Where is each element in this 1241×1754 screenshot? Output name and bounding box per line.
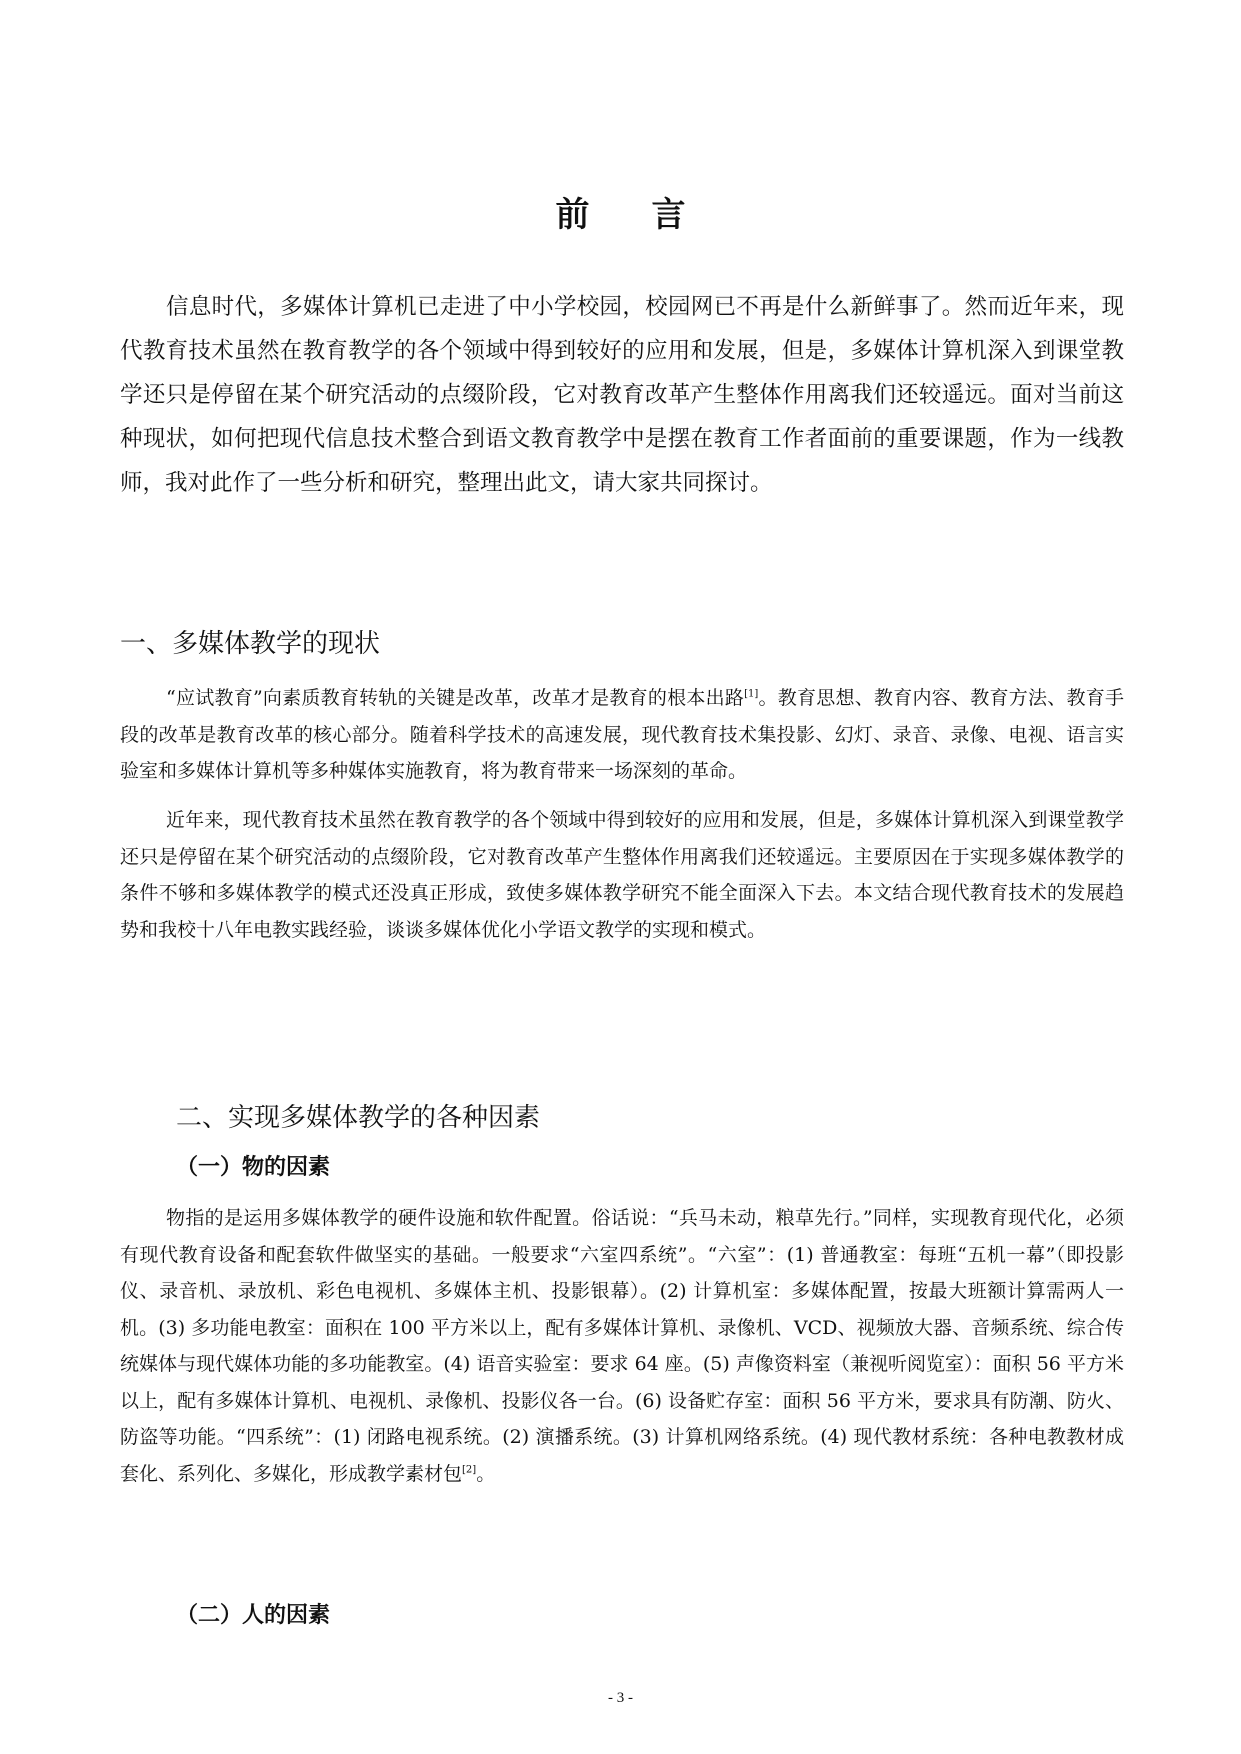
citation-ref: [2] <box>462 1464 477 1476</box>
page-title: 前言 <box>555 195 748 235</box>
subsection-heading-2: （二）人的因素 <box>176 1603 331 1628</box>
subsection-heading-1: （一）物的因素 <box>176 1155 331 1180</box>
section-heading-1: 一、多媒体教学的现状 <box>120 629 381 659</box>
citation-ref: [1] <box>744 688 759 700</box>
section1-paragraph-2: 近年来，现代教育技术虽然在教育教学的各个领域中得到较好的应用和发展，但是，多媒体计算机深入到课堂教学还只是停留在某个研究活动的点缀阶段，它对教育改革产生整体作用离我们还较遥远。主要原因在于实现多媒体教学的条件不够和多媒体教学的模式还没真正形成，致使多媒体教学研究不能全面深入下去。本文结合现代教育技术的发展趋势和我校十八年电教实践经验，谈谈多媒体优化小学语文教学的实现和模式。 <box>120 809 1124 941</box>
paragraph-text: 。 <box>476 1462 496 1485</box>
preface-paragraph: 信息时代，多媒体计算机已走进了中小学校园，校园网已不再是什么新鲜事了。然而近年来，现代教育技术虽然在教育教学的各个领域中得到较好的应用和发展，但是，多媒体计算机深入到课堂教学还只是停留在某个研究活动的点缀阶段，它对教育改革产生整体作用离我们还较遥远。面对当前这种现状，如何把现代信息技术整合到语文教育教学中是摆在教育工作者面前的重要课题，作为一线教师，我对此作了一些分析和研究，整理出此文，请大家共同探讨。 <box>120 294 1124 496</box>
section1-paragraph-1 <box>120 680 1124 790</box>
section-heading-2: 二、实现多媒体教学的各种因素 <box>176 1103 541 1133</box>
page-number: - 3 - <box>608 1690 633 1706</box>
subsection1-paragraph <box>120 1200 1124 1492</box>
paragraph-text: 物指的是运用多媒体教学的硬件设施和软件配置。俗话说：“兵马未动，粮草先行。”同样，实现教育现代化，必须有现代教育设备和配套软件做坚实的基础。一般要求“六室四系统”。“六室”：(1) 普通教室：每班“五机一幕”（即投影仪、录音机、录放机、彩色电视机、多媒体主机、投影银幕）。(2) 计算机室：多媒体配置，按最大班额计算需两人一机。(3) 多功能电教室：面积在 100 平方米以上，配有多媒体计算机、录像机、VCD、视频放大器、音频系统、综合传统媒体与现代媒体功能的多功能教室。(4) 语音实验室：要求 64 座。(5) 声像资料室（兼视听阅览室）：面积 56 平方米以上，配有多媒体计算机、电视机、录像机、投影仪各一台。(6) 设备贮存室：面积 56 平方米，要求具有防潮、防火、防盗等功能。“四系统”：(1) 闭路电视系统。(2) 演播系统。(3) 计算机网络系统。(4) 现代教材系统：各种电教教材成套化、系列化、多媒化，形成教学素材包 <box>120 1207 1124 1485</box>
paragraph-text: “应试教育”向素质教育转轨的关键是改革，改革才是教育的根本出路 <box>166 687 745 709</box>
paragraph-text: 。教育思想、教育内容、教育方法、教育手段的改革是教育改革的核心部分。随着科学技术的高速发展，现代教育技术集投影、幻灯、录音、录像、电视、语言实验室和多媒体计算机等多种媒体实施教育，将为教育带来一场深刻的革命。 <box>120 687 1124 782</box>
